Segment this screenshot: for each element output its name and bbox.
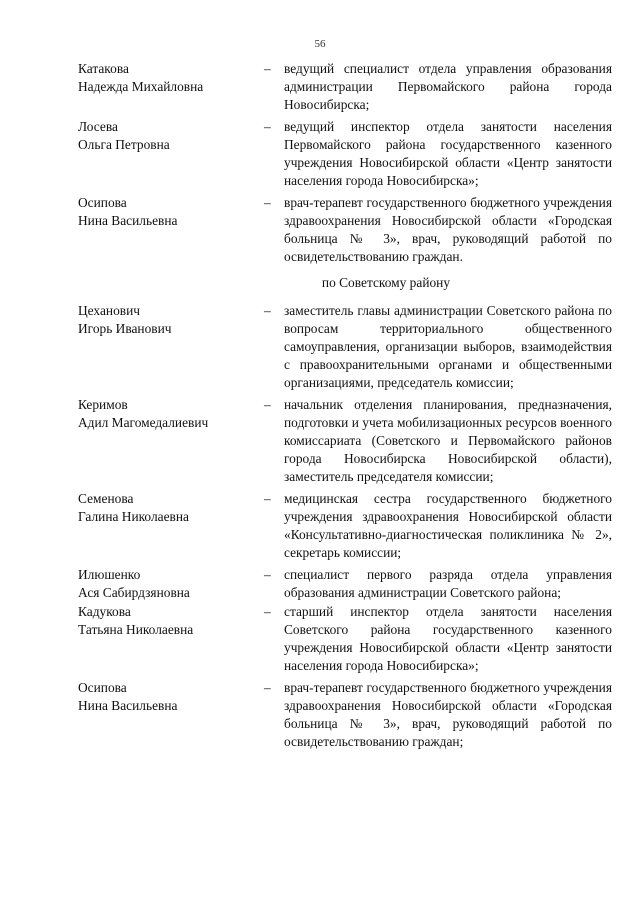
member-name xyxy=(78,302,264,338)
member-position: специалист первого разряда отдела управления образования администрации Советского района; xyxy=(284,567,612,600)
member-surname: Осипова xyxy=(78,195,127,210)
member-given-name: Адил Магомедалиевич xyxy=(78,415,209,430)
dash-separator: – xyxy=(264,491,271,506)
member-name xyxy=(78,490,264,526)
member-surname: Лосева xyxy=(78,119,118,134)
member-position: врач-терапевт государственного бюджетного учреждения здравоохранения Новосибирской области «Городская больница № 3», врач, руководящий работой по освидетельствованию граждан. xyxy=(284,195,612,264)
member-entry xyxy=(78,302,612,392)
dash-separator: – xyxy=(264,680,271,695)
member-surname: Катакова xyxy=(78,61,129,76)
member-given-name: Ольга Петровна xyxy=(78,137,170,152)
member-position: начальник отделения планирования, предназначения, подготовки и учета мобилизационных ресурсов военного комиссариата (Советского и Первомайского районов города Новосибирска Новосибирской области), заместитель председателя комиссии; xyxy=(284,397,612,484)
member-position: медицинская сестра государственного бюджетного учреждения здравоохранения Новосибирской области «Консультативно-диагностическая поликлиника № 2», секретарь комиссии; xyxy=(284,491,612,560)
member-name xyxy=(78,566,264,602)
dash-separator: – xyxy=(264,567,271,582)
member-name xyxy=(78,194,264,230)
member-entry xyxy=(78,490,612,562)
member-surname: Керимов xyxy=(78,397,128,412)
member-name xyxy=(78,603,264,639)
member-position: старший инспектор отдела занятости населения Советского района государственного казенного учреждения Новосибирской области «Центр занятости населения города Новосибирска»; xyxy=(284,604,612,673)
member-surname: Цеханович xyxy=(78,303,140,318)
member-name xyxy=(78,396,264,432)
commission-list xyxy=(78,60,612,752)
member-entry xyxy=(78,679,612,751)
member-surname: Осипова xyxy=(78,680,127,695)
member-given-name: Надежда Михайловна xyxy=(78,79,204,94)
member-surname: Илюшенко xyxy=(78,567,141,582)
member-entry xyxy=(78,118,612,190)
member-given-name: Галина Николаевна xyxy=(78,509,189,524)
dash-separator: – xyxy=(264,397,271,412)
member-name xyxy=(78,60,264,96)
member-position: врач-терапевт государственного бюджетного учреждения здравоохранения Новосибирской области «Городская больница № 3», врач, руководящий работой по освидетельствованию граждан; xyxy=(284,680,612,749)
member-given-name: Ася Сабирдзяновна xyxy=(78,585,190,600)
dash-separator: – xyxy=(264,61,271,76)
dash-separator: – xyxy=(264,303,271,318)
member-entry xyxy=(78,603,612,675)
member-entry xyxy=(78,566,612,602)
member-entry xyxy=(78,194,612,266)
member-name xyxy=(78,118,264,154)
member-given-name: Нина Васильевна xyxy=(78,213,178,228)
member-given-name: Игорь Иванович xyxy=(78,321,172,336)
dash-separator: – xyxy=(264,195,271,210)
member-given-name: Нина Васильевна xyxy=(78,698,178,713)
member-entry xyxy=(78,60,612,114)
member-name xyxy=(78,679,264,715)
dash-separator: – xyxy=(264,119,271,134)
member-position: ведущий инспектор отдела занятости населения Первомайского района государственного казенного учреждения Новосибирской области «Центр занятости населения города Новосибирска»; xyxy=(284,119,612,188)
member-position: заместитель главы администрации Советского района по вопросам территориального общественного самоуправления, организации выборов, взаимодействия с правоохранительными органами и общественными организациями, председатель комиссии; xyxy=(284,303,612,390)
member-entry xyxy=(78,396,612,486)
member-position: ведущий специалист отдела управления образования администрации Первомайского района города Новосибирска; xyxy=(284,61,612,112)
dash-separator: – xyxy=(264,604,271,619)
page-number: 56 xyxy=(314,38,326,50)
member-given-name: Татьяна Николаевна xyxy=(78,622,194,637)
member-surname: Семенова xyxy=(78,491,134,506)
member-surname: Кадукова xyxy=(78,604,131,619)
section-title: по Советскому району xyxy=(321,275,451,290)
